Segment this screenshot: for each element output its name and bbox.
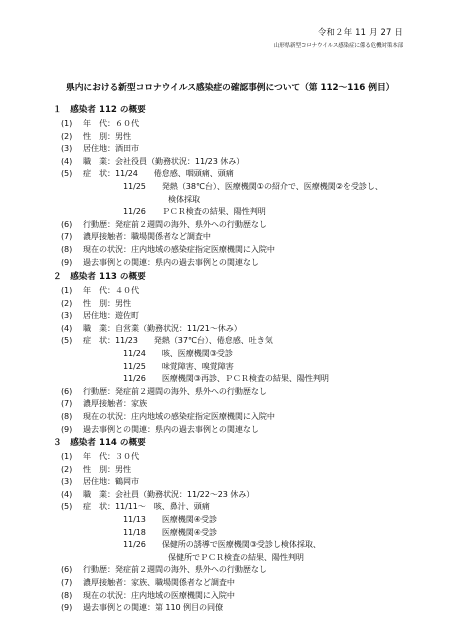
symptom-line: 11/25 発熱（38℃台）、医療機関①の紹介で、医療機関②を受診し、 <box>123 180 383 191</box>
symptom-line: 11/13 医療機関④受診 <box>123 513 217 524</box>
case-detail-line: (5) 症 状：11/23 発熱（37℃台）、倦怠感、吐き気 <box>61 335 273 346</box>
case-detail-line: (1) 年 代：６０代 <box>61 118 139 128</box>
case-detail-line: (6) 行動歴：発症前２週間の海外、県外への行動歴なし <box>61 564 267 575</box>
symptom-line: 11/26 ＰＣＲ検査の結果、陽性判明 <box>123 206 266 217</box>
case-detail-line: (1) 年 代：４０代 <box>61 285 139 295</box>
case-detail-line: (7) 濃厚接触者：家族、職場関係者など調査中 <box>61 576 235 587</box>
case-detail-line: (4) 職 業：会社役員（勤務状況：11/23 休み） <box>61 155 245 166</box>
case-detail-line: (5) 症 状：11/11～ 咳、鼻汁、頭痛 <box>61 501 210 512</box>
case-heading: ２ 感染者 113 の概要 <box>53 272 146 282</box>
symptom-line: 11/26 医療機関③再診、ＰＣＲ検査の結果、陽性判明 <box>123 373 329 384</box>
case-detail-line: (5) 症 状：11/24 倦怠感、咽頭痛、頭痛 <box>61 168 234 179</box>
case-heading: ３ 感染者 114 の概要 <box>53 438 146 448</box>
symptom-line: 11/24 咳、医療機関③受診 <box>123 347 233 358</box>
case-detail-line: (8) 現在の状況：庄内地域の医療機関に入院中 <box>61 589 235 600</box>
case-detail-line: (1) 年 代：３０代 <box>61 451 139 461</box>
case-detail-line: (9) 過去事例との関連：県内の過去事例との関連なし <box>61 256 259 267</box>
case-detail-line: (3) 居住地：鶴岡市 <box>61 476 139 487</box>
symptom-line: 11/26 保健所の誘導で医療機関③受診し検体採取、 <box>123 539 321 550</box>
case-detail-line: (8) 現在の状況：庄内地域の感染症指定医療機関に入院中 <box>61 410 275 421</box>
case-detail-line: (6) 行動歴：発症前２週間の海外、県外への行動歴なし <box>61 218 267 229</box>
case-detail-line: (3) 居住地：遊佐町 <box>61 310 139 321</box>
case-detail-line: (9) 過去事例との関連：第 110 例目の同僚 <box>61 602 224 613</box>
case-detail-line: (6) 行動歴：発症前２週間の海外、県外への行動歴なし <box>61 385 267 396</box>
case-detail-line: (3) 居住地：酒田市 <box>61 143 139 154</box>
symptom-line: 保健所でＰＣＲ検査の結果、陽性判明 <box>168 551 304 562</box>
case-detail-line: (4) 職 業：自営業（勤務状況：11/21～休み） <box>61 322 242 333</box>
case-section-112 <box>61 117 383 268</box>
case-detail-line: (8) 現在の状況：庄内地域の感染症指定医療機関に入院中 <box>61 243 275 254</box>
issuing-organization: 山形県新型コロナウイルス感染症に係る危機対策本部 <box>273 43 403 49</box>
case-detail-line: (7) 濃厚接触者：職場関係者など調査中 <box>61 231 211 242</box>
case-detail-line: (2) 性 別：男性 <box>61 297 131 308</box>
case-heading: １ 感染者 112 の概要 <box>53 105 146 115</box>
symptom-line: 11/25 味覚障害、嗅覚障害 <box>123 360 234 371</box>
document-date: 令和２年 11 月 27 日 <box>317 27 403 37</box>
case-detail-line: (2) 性 別：男性 <box>61 463 131 474</box>
case-detail-line: (2) 性 別：男性 <box>61 130 131 141</box>
symptom-line: 検体採取 <box>168 193 200 204</box>
case-section-114 <box>61 450 321 614</box>
case-section-113 <box>61 284 329 435</box>
document-title: 県内における新型コロナウイルス感染症の確認事例について（第 112～116 例目） <box>66 83 395 93</box>
case-detail-line: (4) 職 業：会社員（勤務状況：11/22～23 休み） <box>61 488 255 499</box>
case-detail-line: (9) 過去事例との関連：県内の過去事例との関連なし <box>61 423 259 434</box>
symptom-line: 11/18 医療機関④受診 <box>123 526 217 537</box>
case-detail-line: (7) 濃厚接触者：家族 <box>61 398 147 409</box>
